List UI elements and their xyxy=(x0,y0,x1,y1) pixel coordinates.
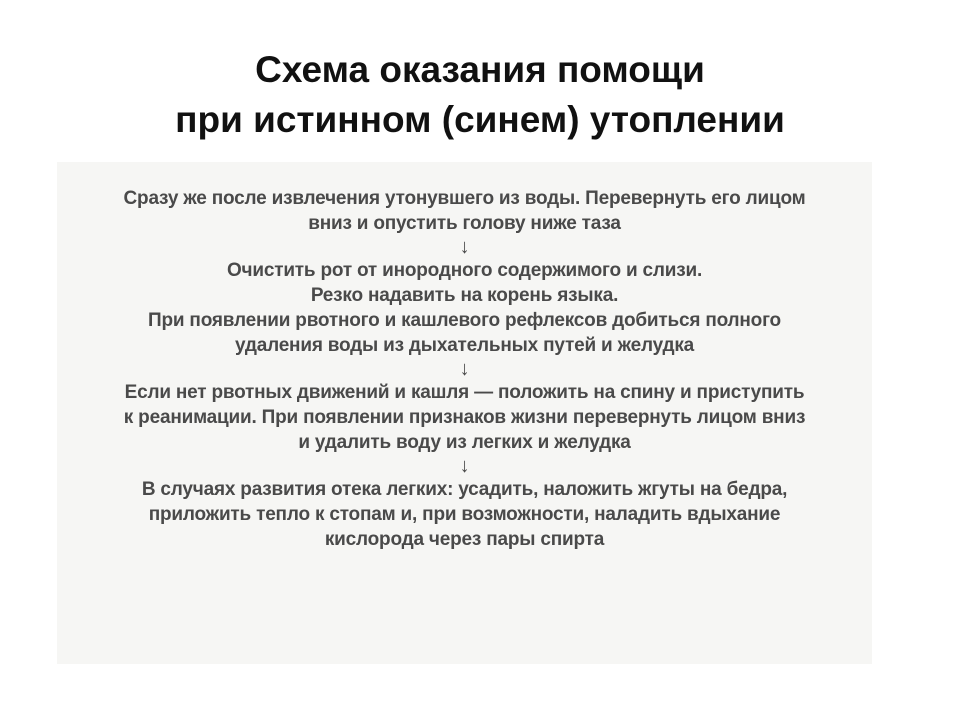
scheme-line: приложить тепло к стопам и, при возможности, наладить вдыхание xyxy=(148,504,781,525)
scheme-step-4 xyxy=(57,477,872,552)
scheme-step-2 xyxy=(57,258,872,358)
slide-title xyxy=(0,45,960,145)
down-arrow-icon: ↓ xyxy=(459,236,470,258)
title-line-1: Схема оказания помощи xyxy=(255,49,705,90)
down-arrow-icon: ↓ xyxy=(459,358,470,380)
scheme-line: Резко надавить на корень языка. xyxy=(310,285,619,306)
scheme-step-3 xyxy=(57,380,872,455)
scheme-line: и удалить воду из легких и желудка xyxy=(298,432,631,453)
scheme-step-1 xyxy=(57,186,872,236)
scheme-line: В случаях развития отека легких: усадить, наложить жгуты на бедра, xyxy=(141,479,788,500)
scheme-line: вниз и опустить голову ниже таза xyxy=(308,213,621,234)
down-arrow-icon: ↓ xyxy=(459,455,470,477)
scheme-text xyxy=(57,186,872,552)
scheme-line: Сразу же после извлечения утонувшего из воды. Перевернуть его лицом xyxy=(123,188,806,209)
scheme-line: Если нет рвотных движений и кашля — положить на спину и приступить xyxy=(124,382,805,403)
scheme-image xyxy=(57,162,872,664)
scheme-line: кислорода через пары спирта xyxy=(324,529,605,550)
scheme-line: к реанимации. При появлении признаков жизни перевернуть лицом вниз xyxy=(123,407,806,428)
scheme-line: удаления воды из дыхательных путей и желудка xyxy=(234,335,695,356)
title-line-2: при истинном (синем) утоплении xyxy=(175,99,785,140)
scheme-line: При появлении рвотного и кашлевого рефлексов добиться полного xyxy=(148,310,781,331)
scheme-line: Очистить рот от инородного содержимого и слизи. xyxy=(226,260,703,281)
